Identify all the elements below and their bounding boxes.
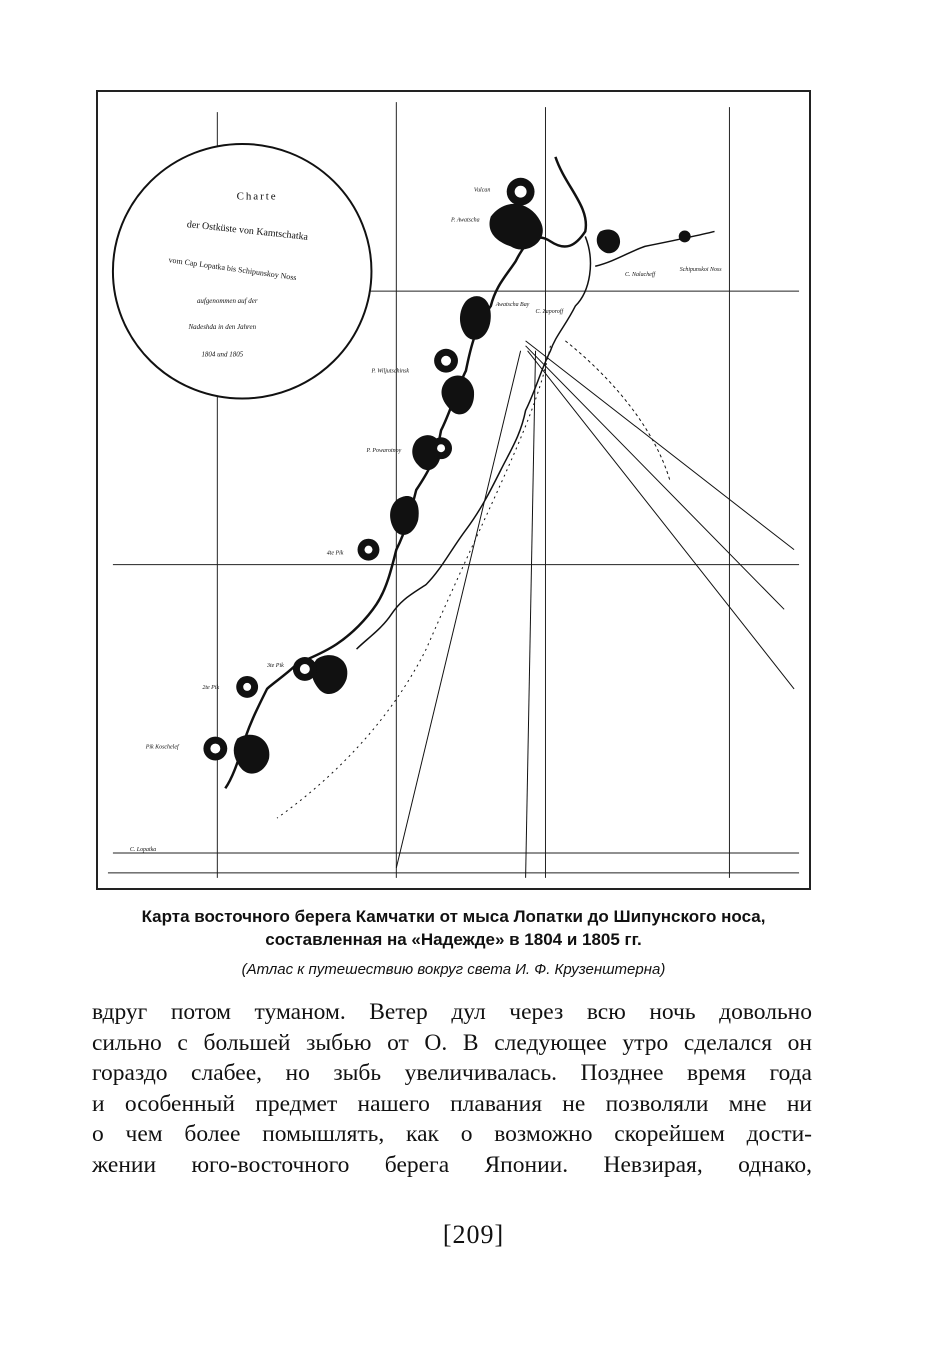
label-p-wiljutschinsk: P. Wiljutschinsk bbox=[371, 368, 410, 375]
figure-caption bbox=[96, 905, 811, 951]
label-p-awatscha: P. Awatscha bbox=[451, 217, 480, 224]
label-volcano: Vulcan bbox=[473, 187, 491, 194]
caption-source: (Атлас к путешествию вокруг света И. Ф. Крузенштерна) bbox=[241, 961, 666, 978]
text-line: о чем более помышлять, как о возможно скорейшем дости- bbox=[92, 1121, 812, 1147]
label-third-pik: 3te Pik bbox=[267, 663, 284, 670]
label-c-lopatka: C. Lopatka bbox=[129, 846, 157, 853]
map-title-line-5: Nadeshda in den Jahren bbox=[188, 322, 257, 331]
body-paragraph bbox=[92, 997, 812, 1180]
map-title-line-6: 1804 und 1805 bbox=[201, 350, 244, 359]
map-title-line-2: der Ostküste von Kamtschatka bbox=[186, 219, 309, 243]
label-schipunskoy: Schipunskoi Noss bbox=[679, 267, 722, 274]
text-line: и особенный предмет нашего плавания не позволяли мне ни bbox=[92, 1090, 812, 1117]
label-c-nalacheff: C. Nalacheff bbox=[625, 272, 656, 279]
text-line: вдруг потом туманом. Ветер дул через всю ночь довольно bbox=[92, 999, 812, 1025]
ship-tracks bbox=[277, 341, 794, 878]
text-line-last: жении юго-восточного берега Японии. Невзирая, однако, bbox=[92, 1151, 812, 1178]
label-c-zaporoff: C. Zaporoff bbox=[535, 308, 564, 315]
map-title-line-3: vom Cap Lopatka bis Schipunskoy Noss bbox=[168, 255, 298, 283]
label-pik-koschelef: Pik Koschelef bbox=[145, 744, 179, 751]
label-awatscha-bay: Awatscha Bay bbox=[495, 302, 530, 309]
text-line: гораздо слабее, но зыбь увеличивалась. Позднее время года bbox=[92, 1060, 812, 1086]
label-p-powarotnoy: P. Powarotnoy bbox=[366, 448, 402, 455]
caption-line-1: Карта восточного берега Камчатки от мыса Лопатки до Шипунского носа, bbox=[141, 907, 766, 926]
text-line: сильно с большей зыбью от О. В следующее утро сделался он bbox=[92, 1029, 812, 1056]
historical-map bbox=[96, 90, 811, 890]
map-title-line-4: aufgenommen auf der bbox=[196, 297, 258, 306]
label-second-pik: 2te Pik bbox=[202, 684, 220, 691]
map-title-line-1: Charte bbox=[236, 190, 278, 203]
caption-line-2: составленная на «Надежде» в 1804 и 1805 гг. bbox=[265, 930, 642, 949]
page-number: [209] bbox=[442, 1220, 505, 1249]
map-drawing bbox=[98, 92, 809, 888]
label-fourth-pik: 4te Pik bbox=[326, 550, 344, 557]
